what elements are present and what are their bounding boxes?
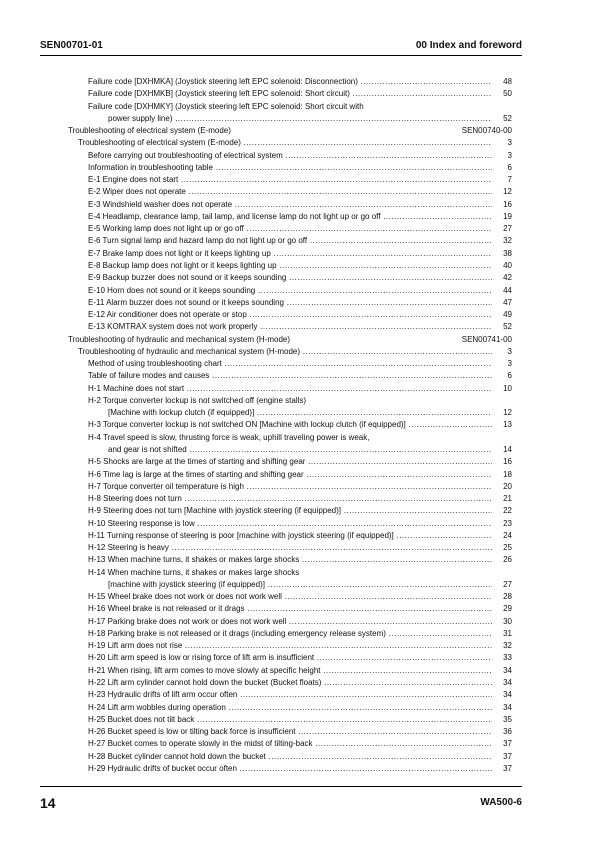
toc-entry	[0, 285, 595, 297]
toc-page-number: 26	[503, 555, 512, 565]
toc-entry-title: and gear is not shifted .....	[108, 444, 492, 456]
toc-entry	[0, 738, 595, 750]
toc-entry	[0, 530, 595, 542]
toc-entry-title: H-26 Bucket speed is low or tilting back force is insufficient .....	[88, 726, 492, 738]
toc-page-number: 6	[507, 162, 512, 172]
toc-entry	[0, 518, 595, 530]
toc-page-number: 36	[503, 727, 512, 737]
toc-entry-title: Information in troubleshooting table .....	[88, 162, 492, 174]
toc-entry-title: H-25 Bucket does not tilt back .....	[88, 714, 492, 726]
toc-page-number: 24	[503, 530, 512, 540]
toc-page-number: 20	[503, 481, 512, 491]
toc-entry	[0, 652, 595, 664]
toc-entry	[0, 358, 595, 370]
toc-entry	[0, 162, 595, 174]
toc-entry	[0, 628, 595, 640]
toc-entry	[0, 714, 595, 726]
toc-page-number: 37	[503, 739, 512, 749]
toc-page-number: 3	[507, 150, 512, 160]
toc-entry	[0, 137, 595, 149]
toc-entry	[0, 554, 595, 566]
toc-entry-title: E-8 Backup lamp does not light or it keeps lighting up .....	[88, 260, 492, 272]
toc-entry-title: Failure code [DXHMKY] (Joystick steering left EPC solenoid: Short circuit with	[88, 101, 364, 111]
toc-entry-title: Failure code [DXHMKA] (Joystick steering left EPC solenoid: Disconnection) .....	[88, 76, 492, 88]
toc-entry-title: H-12 Steering is heavy .....	[88, 542, 492, 554]
toc-entry	[0, 150, 595, 162]
toc-page-number: 42	[503, 273, 512, 283]
toc-entry-title: H-2 Torque converter lockup is not switched off (engine stalls)	[88, 395, 307, 405]
toc-entry-title: [Machine with lockup clutch (if equipped)] .....	[108, 407, 492, 419]
toc-entry	[0, 407, 595, 419]
toc-entry-title: Table of failure modes and causes .....	[88, 370, 492, 382]
toc-entry-title: H-1 Machine does not start .....	[88, 383, 492, 395]
toc-entry	[0, 235, 595, 247]
toc-entry-title: H-8 Steering does not turn .....	[88, 493, 492, 505]
toc-page-number: 3	[507, 138, 512, 148]
toc-entry-title: H-11 Turning response of steering is poor [machine with joystick steering (if equipped)] .....	[88, 530, 492, 542]
toc-page-number: 6	[507, 371, 512, 381]
toc-entry	[0, 763, 595, 775]
toc-entry-title: H-15 Wheel brake does not work or does not work well .....	[88, 591, 492, 603]
toc-entry	[0, 383, 595, 395]
toc-entry-title: H-28 Bucket cylinder cannot hold down the bucket .....	[88, 751, 492, 763]
footer-rule	[40, 786, 522, 787]
toc-page-number: 34	[503, 678, 512, 688]
toc-entry-title: H-9 Steering does not turn [Machine with joystick steering (if equipped)] .....	[88, 505, 492, 517]
toc-page-number: 3	[507, 359, 512, 369]
toc-page-number: 16	[503, 199, 512, 209]
toc-entry-title: E-11 Alarm buzzer does not sound or it keeps sounding .....	[88, 297, 492, 309]
toc-entry	[0, 186, 595, 198]
toc-page-number: 16	[503, 457, 512, 467]
toc-entry-title: H-10 Steering response is low .....	[88, 518, 492, 530]
toc-entry-title: Method of using troubleshooting chart .....	[88, 358, 492, 370]
toc-entry-title: H-18 Parking brake is not released or it drags (including emergency release system) .....	[88, 628, 492, 640]
toc-entry	[0, 469, 595, 481]
toc-entry-title: H-5 Shocks are large at the times of starting and shifting gear .....	[88, 456, 492, 468]
toc-page-number: 33	[503, 653, 512, 663]
toc-entry-title: E-6 Turn signal lamp and hazard lamp do not light up or go off .....	[88, 235, 492, 247]
toc-entry	[0, 665, 595, 677]
toc-entry	[0, 76, 595, 88]
toc-entry	[0, 677, 595, 689]
toc-page-number: 32	[503, 236, 512, 246]
toc-entry	[0, 456, 595, 468]
toc-page-number: 13	[503, 420, 512, 430]
toc-page-number: 27	[503, 579, 512, 589]
toc-page-number: 18	[503, 469, 512, 479]
toc-entry-title: H-4 Travel speed is slow, thrusting force is weak, uphill traveling power is weak,	[88, 432, 370, 442]
toc-entry-title: E-9 Backup buzzer does not sound or it keeps sounding .....	[88, 272, 492, 284]
toc-page-number: 25	[503, 543, 512, 553]
toc-entry-title: H-21 When rising, lift arm comes to move slowly at specific height .....	[88, 665, 492, 677]
table-of-contents	[0, 76, 595, 775]
toc-entry	[0, 702, 595, 714]
toc-section-title: Troubleshooting of electrical system (E-mode)	[68, 126, 231, 136]
toc-entry-title: H-29 Hydraulic drifts of bucket occur often .....	[88, 763, 492, 775]
toc-entry	[0, 591, 595, 603]
toc-entry	[0, 199, 595, 211]
toc-entry-title: Troubleshooting of hydraulic and mechanical system (H-mode) .....	[78, 346, 492, 358]
toc-page-number: 30	[503, 616, 512, 626]
toc-entry-title: Failure code [DXHMKB] (Joystick steering left EPC solenoid: Short circuit) .....	[88, 88, 492, 100]
toc-entry	[0, 726, 595, 738]
toc-entry	[0, 616, 595, 628]
toc-section-title: Troubleshooting of hydraulic and mechanical system (H-mode)	[68, 334, 291, 344]
toc-entry	[0, 432, 595, 444]
model-number: WA500-6	[480, 797, 522, 808]
toc-entry-title: Before carrying out troubleshooting of electrical system .....	[88, 150, 492, 162]
toc-entry	[0, 689, 595, 701]
toc-entry	[0, 493, 595, 505]
toc-entry-title: H-6 Time lag is large at the times of starting and shifting gear .....	[88, 469, 492, 481]
toc-entry-title: H-24 Lift arm wobbles during operation .....	[88, 702, 492, 714]
page-number: 14	[40, 795, 56, 811]
toc-entry	[0, 395, 595, 407]
section-title: 00 Index and foreword	[415, 40, 522, 51]
toc-page-number: 3	[507, 346, 512, 356]
toc-page-number: 29	[503, 604, 512, 614]
toc-entry-title: E-1 Engine does not start .....	[88, 174, 492, 186]
toc-page-number: 12	[503, 408, 512, 418]
toc-entry	[0, 272, 595, 284]
toc-entry-title: E-7 Brake lamp does not light or it keeps lighting up .....	[88, 248, 492, 260]
toc-page-number: 49	[503, 310, 512, 320]
toc-entry-title: H-27 Bucket comes to operate slowly in the midst of tilting-back .....	[88, 738, 492, 750]
toc-page-number: 34	[503, 690, 512, 700]
toc-entry-title: H-17 Parking brake does not work or does not work well .....	[88, 616, 492, 628]
toc-entry-title: H-20 Lift arm speed is low or rising force of lift arm is insufficient .....	[88, 652, 492, 664]
toc-section-code: SEN00740-00	[461, 126, 512, 136]
toc-page-number: 31	[503, 628, 512, 638]
toc-entry	[0, 481, 595, 493]
toc-entry	[0, 101, 595, 113]
toc-section-heading	[0, 334, 595, 346]
toc-entry	[0, 419, 595, 431]
toc-page-number: 40	[503, 260, 512, 270]
toc-page-number: 52	[503, 113, 512, 123]
toc-entry	[0, 346, 595, 358]
toc-entry-title: H-16 Wheel brake is not released or it drags .....	[88, 603, 492, 615]
toc-entry-title: Troubleshooting of electrical system (E-mode) .....	[78, 137, 492, 149]
toc-entry	[0, 88, 595, 100]
toc-page-number: 37	[503, 751, 512, 761]
toc-entry	[0, 321, 595, 333]
toc-page-number: 44	[503, 285, 512, 295]
header-rule	[40, 55, 522, 56]
toc-entry-title: power supply line) .....	[108, 113, 492, 125]
toc-page-number: 48	[503, 77, 512, 86]
toc-page-number: 19	[503, 211, 512, 221]
toc-page-number: 10	[503, 383, 512, 393]
toc-section-code: SEN00741-00	[461, 334, 512, 344]
toc-entry	[0, 444, 595, 456]
toc-entry	[0, 567, 595, 579]
toc-entry-title: E-5 Working lamp does not light up or go off .....	[88, 223, 492, 235]
toc-page-number: 47	[503, 297, 512, 307]
toc-page-number: 23	[503, 518, 512, 528]
toc-entry	[0, 174, 595, 186]
toc-page-number: 28	[503, 592, 512, 602]
toc-entry	[0, 113, 595, 125]
toc-page-number: 32	[503, 641, 512, 651]
toc-entry	[0, 751, 595, 763]
toc-entry-title: E-4 Headlamp, clearance lamp, tail lamp, and license lamp do not light up or go off .....	[88, 211, 492, 223]
toc-page-number: 34	[503, 702, 512, 712]
toc-page-number: 52	[503, 322, 512, 332]
toc-page-number: 38	[503, 248, 512, 258]
toc-entry-title: H-23 Hydraulic drifts of lift arm occur often .....	[88, 689, 492, 701]
toc-entry	[0, 248, 595, 260]
toc-entry	[0, 297, 595, 309]
toc-entry	[0, 370, 595, 382]
toc-entry-title: H-7 Torque converter oil temperature is high .....	[88, 481, 492, 493]
toc-page-number: 12	[503, 187, 512, 197]
toc-entry-title: [machine with joystick steering (if equipped)] .....	[108, 579, 492, 591]
toc-section-heading	[0, 125, 595, 137]
toc-page-number: 35	[503, 714, 512, 724]
toc-page-number: 22	[503, 506, 512, 516]
toc-entry-title: H-14 When machine turns, it shakes or makes large shocks	[88, 567, 300, 577]
toc-entry	[0, 640, 595, 652]
toc-page-number: 37	[503, 763, 512, 773]
toc-entry	[0, 579, 595, 591]
toc-page-number: 34	[503, 665, 512, 675]
toc-page-number: 14	[503, 444, 512, 454]
toc-entry	[0, 603, 595, 615]
toc-entry	[0, 542, 595, 554]
toc-entry-title: H-3 Torque converter lockup is not switched ON [Machine with lockup clutch (if equipped)] .....	[88, 419, 492, 431]
toc-entry-title: E-10 Horn does not sound or it keeps sounding .....	[88, 285, 492, 297]
toc-page-number: 7	[507, 175, 512, 185]
toc-entry-title: E-2 Wiper does not operate .....	[88, 186, 492, 198]
toc-entry	[0, 211, 595, 223]
toc-page-number: 21	[503, 494, 512, 504]
toc-entry-title: H-19 Lift arm does not rise .....	[88, 640, 492, 652]
toc-entry-title: H-22 Lift arm cylinder cannot hold down the bucket (Bucket floats) .....	[88, 677, 492, 689]
toc-page-number: 50	[503, 89, 512, 99]
toc-entry-title: E-13 KOMTRAX system does not work properly .....	[88, 321, 492, 333]
toc-entry	[0, 505, 595, 517]
toc-entry-title: E-12 Air conditioner does not operate or stop .....	[88, 309, 492, 321]
toc-entry-title: H-13 When machine turns, it shakes or makes large shocks .....	[88, 554, 492, 566]
toc-entry	[0, 223, 595, 235]
toc-page-number: 27	[503, 224, 512, 234]
toc-entry-title: E-3 Windshield washer does not operate .....	[88, 199, 492, 211]
toc-entry	[0, 309, 595, 321]
document-id: SEN00701-01	[40, 40, 103, 51]
toc-entry	[0, 260, 595, 272]
